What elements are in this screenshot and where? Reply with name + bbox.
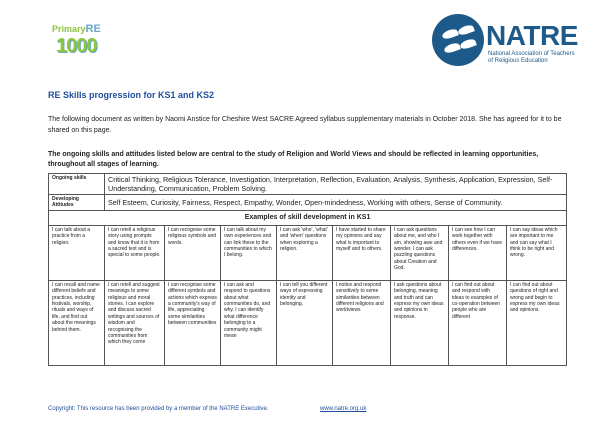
skills-table (48, 173, 567, 366)
natre-speech-icon (432, 14, 484, 66)
table-cell: I can ask 'who', 'what' and 'when' questions when exploring a religion. (277, 225, 333, 280)
primary-re-logo (52, 23, 122, 65)
table-cell: I can ask questions about me, and who I am, showing awe and wonder. I can ask puzzling questions about Creation and God. (391, 225, 449, 280)
table-cell: I can recognise some religious symbols and words. (165, 225, 221, 280)
table-cell: I can see how I can work together with others even if we have differences. (449, 225, 507, 280)
ongoing-skills-label: Ongoing skills (49, 174, 105, 195)
examples-heading-row (49, 210, 567, 225)
logo-primary-word: Primary (52, 24, 86, 34)
ongoing-statement: The ongoing skills and attitudes listed below are central to the study of Religion and World Views and should be reflected in learning opportunities, throughout all stages of learning. (48, 151, 539, 168)
natre-logo (432, 14, 578, 70)
examples-heading: Examples of skill development in KS1 (49, 210, 567, 225)
table-cell: I can say ideas which are important to me and can say what I think to be right and wrong. (507, 225, 567, 280)
table-cell: I notice and respond sensitively to some similarities between different religions and worldviews (333, 280, 391, 365)
table-cell: I can talk about a practice from a religion. (49, 225, 105, 280)
table-cell: I can talk about my own experiences and can link these to the communities to which I belong. (221, 225, 277, 280)
copyright-text: Copyright: This resource has been provided by a member of the NATRE Executive. (48, 406, 269, 412)
footer (48, 406, 367, 412)
natre-website-link[interactable]: www.natre.org.uk (320, 406, 367, 412)
table-row (49, 225, 567, 280)
table-cell: I can recognise some different symbols and actions which express a community's way of life, appreciating some similarities between communities (165, 280, 221, 365)
developing-attitudes-text: Self Esteem, Curiosity, Fairness, Respect, Empathy, Wonder, Open-mindedness, Working with others, Sense of Community. (105, 195, 567, 211)
table-cell: I can tell you different ways of expressing identity and belonging. (277, 280, 333, 365)
table-cell: I ask questions about belonging, meaning and truth and can express my own ideas and opinions in response. (391, 280, 449, 365)
developing-attitudes-row (49, 195, 567, 211)
table-cell: I have started to share my opinions and say what is important to myself and to others. (333, 225, 391, 280)
natre-tagline: National Association of Teachers of Religious Education (488, 51, 575, 64)
natre-brand: NATRE (486, 20, 578, 51)
developing-attitudes-label: Developing Attitudes (49, 195, 105, 211)
logo-re-word: RE (85, 23, 101, 35)
ongoing-skills-row (49, 174, 567, 195)
ongoing-skills-text: Critical Thinking, Religious Tolerance, Investigation, Interpretation, Reflection, Evaluation, Analysis, Synthesis, Application, Expression, Self-Understanding, Communication, Problem Solving. (105, 174, 567, 195)
table-cell: I can retell a religious story using prompts and know that it is from a sacred text and is special to some people. (105, 225, 165, 280)
table-cell: I can find out about questions of right and wrong and begin to express my own ideas and opinions. (507, 280, 567, 365)
table-cell: I can ask and respond to questions about what communities do, and why. I can identify what difference belonging to a community might mean (221, 280, 277, 365)
table-cell: I can find out about and respond with ideas to examples of co-operation between people who are different (449, 280, 507, 365)
table-cell: I can recall and name different beliefs and practices, including festivals, worship, rituals and ways of life, and find out about the meanings behind them. (49, 280, 105, 365)
table-row (49, 280, 567, 365)
logo-number: 1000 (56, 35, 97, 57)
table-cell: I can retell and suggest meanings to some religious and moral stories. I can explore and discuss sacred writings and sources of wisdom and recognising the communities from which they come (105, 280, 165, 365)
intro-paragraph: The following document as written by Naomi Anstice for Cheshire West SACRE Agreed syllabus supplementary materials in October 2018. She has agreed for it to be shared on this page. (48, 116, 562, 134)
page-title: RE Skills progression for KS1 and KS2 (48, 90, 215, 100)
